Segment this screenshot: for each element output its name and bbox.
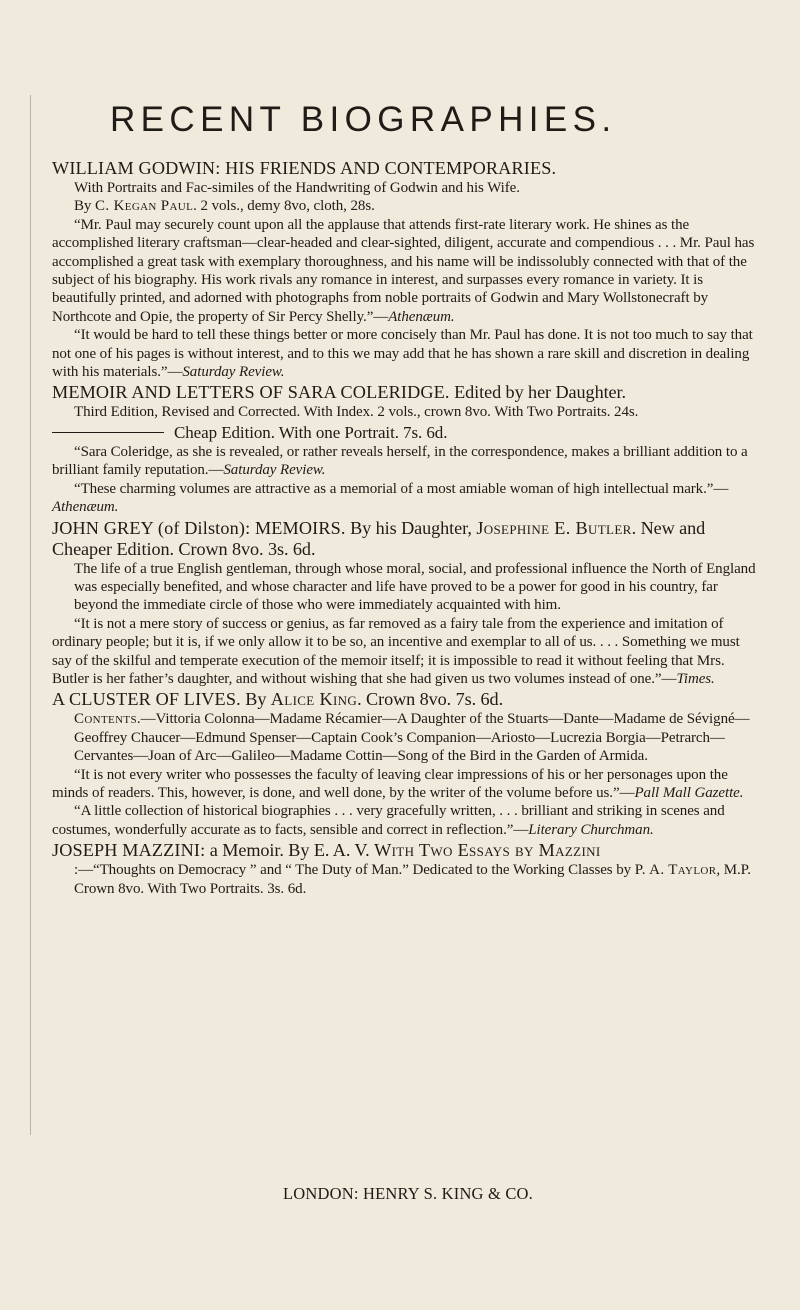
- heading-suffix: a Memoir. By E. A. V.: [205, 840, 375, 861]
- contents-text: .—Vittoria Colonna—Madame Récamier—A Daughter of the Stuarts—Dante—Madame de Sévigné—Geoffrey Chaucer—Edmund Spenser—Captain Cook’s Companion—Ariosto—Lucrezia Borgia—Petrarch—Cervantes—Joan of Arc—Galileo—Madame Cottin—Song of the Bird in the Garden of Armida.: [74, 711, 750, 765]
- cheap-edition: Cheap Edition. With one Portrait. 7s. 6d.: [174, 422, 448, 442]
- review-quote: [52, 326, 760, 381]
- entry-heading: [52, 158, 760, 179]
- review-source: Athenæum.: [52, 499, 119, 516]
- entry-joseph-mazzini: [52, 840, 760, 898]
- publisher-footer: LONDON: HENRY S. KING & CO.: [283, 1184, 533, 1203]
- entry-cluster-of-lives: [52, 689, 760, 839]
- book-description: [52, 861, 760, 898]
- review-source: Times.: [676, 670, 715, 687]
- publication-details: [52, 197, 760, 215]
- left-margin-rule: [30, 95, 31, 1135]
- entry-sara-coleridge: [52, 382, 760, 516]
- details-text: . 2 vols., demy 8vo, cloth, 28s.: [193, 198, 375, 215]
- review-text: “It is not every writer who possesses the faculty of leaving clear impressions of his or her personages upon the minds of readers. This, however, is done, and well done, by the writer of the volume before us.”—: [52, 766, 728, 801]
- book-title: A CLUSTER OF LIVES.: [52, 689, 241, 710]
- book-title: MEMOIR AND LETTERS OF SARA COLERIDGE.: [52, 382, 450, 403]
- review-quote: [52, 216, 760, 326]
- page-title: RECENT BIOGRAPHIES.: [110, 100, 617, 139]
- review-quote: [52, 480, 760, 517]
- book-description: Third Edition, Revised and Corrected. With Index. 2 vols., crown 8vo. With Two Portraits. 24s.: [74, 404, 639, 421]
- author-name: C. Kegan Paul: [95, 198, 194, 215]
- cheap-edition-line: [52, 422, 760, 443]
- contents-label: Contents: [74, 711, 137, 728]
- review-quote: [52, 766, 760, 803]
- entry-heading: [52, 689, 760, 710]
- review-text: “Sara Coleridge, as she is revealed, or rather reveals herself, in the correspondence, makes a brilliant addition to a brilliant family reputation.—: [52, 443, 748, 479]
- review-source: Athenæum.: [388, 308, 455, 325]
- entry-william-godwin: [52, 158, 760, 381]
- details-text: . Crown 8vo. 7s. 6d.: [357, 689, 504, 710]
- entry-heading: [52, 840, 760, 861]
- review-text: “It would be hard to tell these things better or more concisely than Mr. Paul has done. It is not too much to say that not one of his pages is without interest, and to this we may add that he has shown a rare skill and discretion in dealing with his materials.”—: [52, 327, 753, 381]
- entry-john-grey: [52, 518, 760, 689]
- review-quote: [52, 802, 760, 839]
- book-title: JOHN GREY (of Dilston): MEMOIRS.: [52, 517, 346, 538]
- entry-heading: [52, 382, 760, 403]
- book-title: WILLIAM GODWIN: HIS FRIENDS AND CONTEMPORARIES.: [52, 158, 557, 178]
- heading-suffix: Edited by her Daughter.: [449, 382, 626, 403]
- review-source: Literary Churchman.: [528, 821, 654, 838]
- review-text: “A little collection of historical biographies . . . very gracefully written, . . . brilliant and striking in scenes and costumes, wonderfully accurate as to facts, sensible and correct in reflection.”—: [52, 803, 725, 838]
- author-name: Josephine E. Butler: [476, 517, 632, 538]
- book-description: The life of a true English gentleman, through whose moral, social, and professional influence the North of England was especially benefited, and whose character and life have proved to be a power for good in his country, far beyond the immediate circle of those who were immediately acquainted with him.: [74, 560, 756, 614]
- review-text: “It is not a mere story of success or genius, as far removed as a fairy tale from the experience and imitation of ordinary people; but it is, if we only allow it to be so, an incentive and exemplar to all of us. . . . Something we must say of the skilful and temperate execution of the memoir itself; it is impossible to read it without feeling that Mrs. Butler is her father’s daughter, and without wishing that she had given us two volumes instead of one.”—: [52, 615, 740, 687]
- description-start: :—“Thoughts on Democracy ” and “ The Duty of Man.” Dedicated to the Working Classes by: [74, 862, 635, 879]
- description-end: , M.P. Crown 8vo. With Two Portraits. 3s. 6d.: [74, 862, 751, 897]
- review-source: Saturday Review.: [182, 364, 285, 381]
- by-prefix: By: [74, 198, 96, 215]
- heading-suffix: By his Daughter,: [345, 517, 477, 538]
- dedicatee-name: P. A. Taylor: [634, 862, 717, 879]
- dash-rule: [52, 432, 164, 433]
- book-title: JOSEPH MAZZINI:: [52, 840, 206, 861]
- review-quote: [52, 443, 760, 480]
- heading-suffix: By: [240, 689, 271, 710]
- review-source: Pall Mall Gazette.: [634, 784, 744, 801]
- review-source: Saturday Review.: [223, 462, 326, 479]
- details-text: . New and Cheaper Edition. Crown 8vo. 3s. 6d.: [52, 517, 706, 559]
- author-name: Alice King: [270, 689, 358, 710]
- entry-heading: [52, 518, 760, 560]
- review-quote: [52, 615, 760, 689]
- review-text: “These charming volumes are attractive as a memorial of a most amiable woman of high intellectual mark.”—: [74, 480, 729, 497]
- contents-list: [52, 710, 760, 765]
- biographies-list: [52, 100, 760, 899]
- review-text: “Mr. Paul may securely count upon all the applause that attends first-rate literary work. He shines as the accomplished literary craftsman—clear-headed and clear-sighted, diligent, accurate and compendious . . . Mr. Paul has accomplished a great task with exemplary thoroughness, and his name will be indissolubly connected with that of the subject of his biography. His work rivals any romance in interest, and surpasses every romance in variety. It is beautifully printed, and adorned with photographs from noble portraits of Godwin and Mary Wollstonecraft by Northcote and Opie, the property of Sir Percy Shelly.”—: [52, 216, 755, 325]
- book-description: With Portraits and Fac-similes of the Handwriting of Godwin and his Wife.: [74, 180, 520, 196]
- with-essays-label: With Two Essays by Mazzini: [374, 840, 601, 861]
